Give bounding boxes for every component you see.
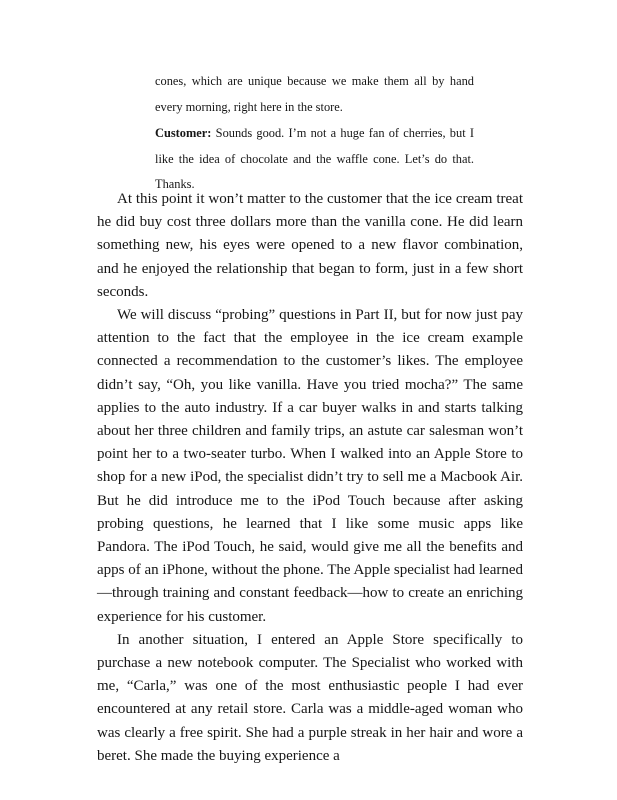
dialogue-excerpt bbox=[155, 69, 474, 120]
paragraph-3: In another situation, I entered an Apple Store specifically to purchase a new notebook computer. The Specialist who worked with me, “Carla,” was one of the most enthusiastic people I had ever encountered at any retail store. Carla was a middle-aged woman who was clearly a free spirit. She had a purple streak in her hair and wore a beret. She made the buying experience a bbox=[97, 631, 523, 764]
paragraph-2: We will discuss “probing” questions in Part II, but for now just pay attention to the fact that the employee in the ice cream example connected a recommendation to the customer’s likes. The employee didn’t say, “Oh, you like vanilla. Have you tried mocha?” The same applies to the auto industry. If a car buyer walks in and starts talking about her three children and family trips, an astute car salesman won’t point her to a two-seater turbo. When I walked into an Apple Store to shop for a new iPod, the specialist didn’t try to sell me a Macbook Air. But he did introduce me to the iPod Touch because after asking probing questions, he learned that I like some music apps like Pandora. The iPod Touch, he said, would give me all the benefits and apps of an iPhone, without the phone. The Apple specialist had learned—through training and constant feedback—how to create an enriching experience for his customer. bbox=[97, 307, 523, 625]
body-text bbox=[97, 188, 523, 768]
employee-line: cones, which are unique because we make them all by hand every morning, right here in the store. bbox=[155, 74, 474, 114]
customer-dialogue bbox=[155, 121, 474, 198]
customer-speaker-label: Customer: bbox=[155, 126, 212, 140]
paragraph-1: At this point it won’t matter to the customer that the ice cream treat he did buy cost three dollars more than the vanilla cone. He did learn something new, his eyes were opened to a new flavor combination, and he enjoyed the relationship that began to form, just in a few short seconds. bbox=[97, 191, 523, 300]
customer-line: Sounds good. I’m not a huge fan of cherries, but I like the idea of chocolate and the waffle cone. Let’s do that. Thanks. bbox=[155, 126, 474, 191]
